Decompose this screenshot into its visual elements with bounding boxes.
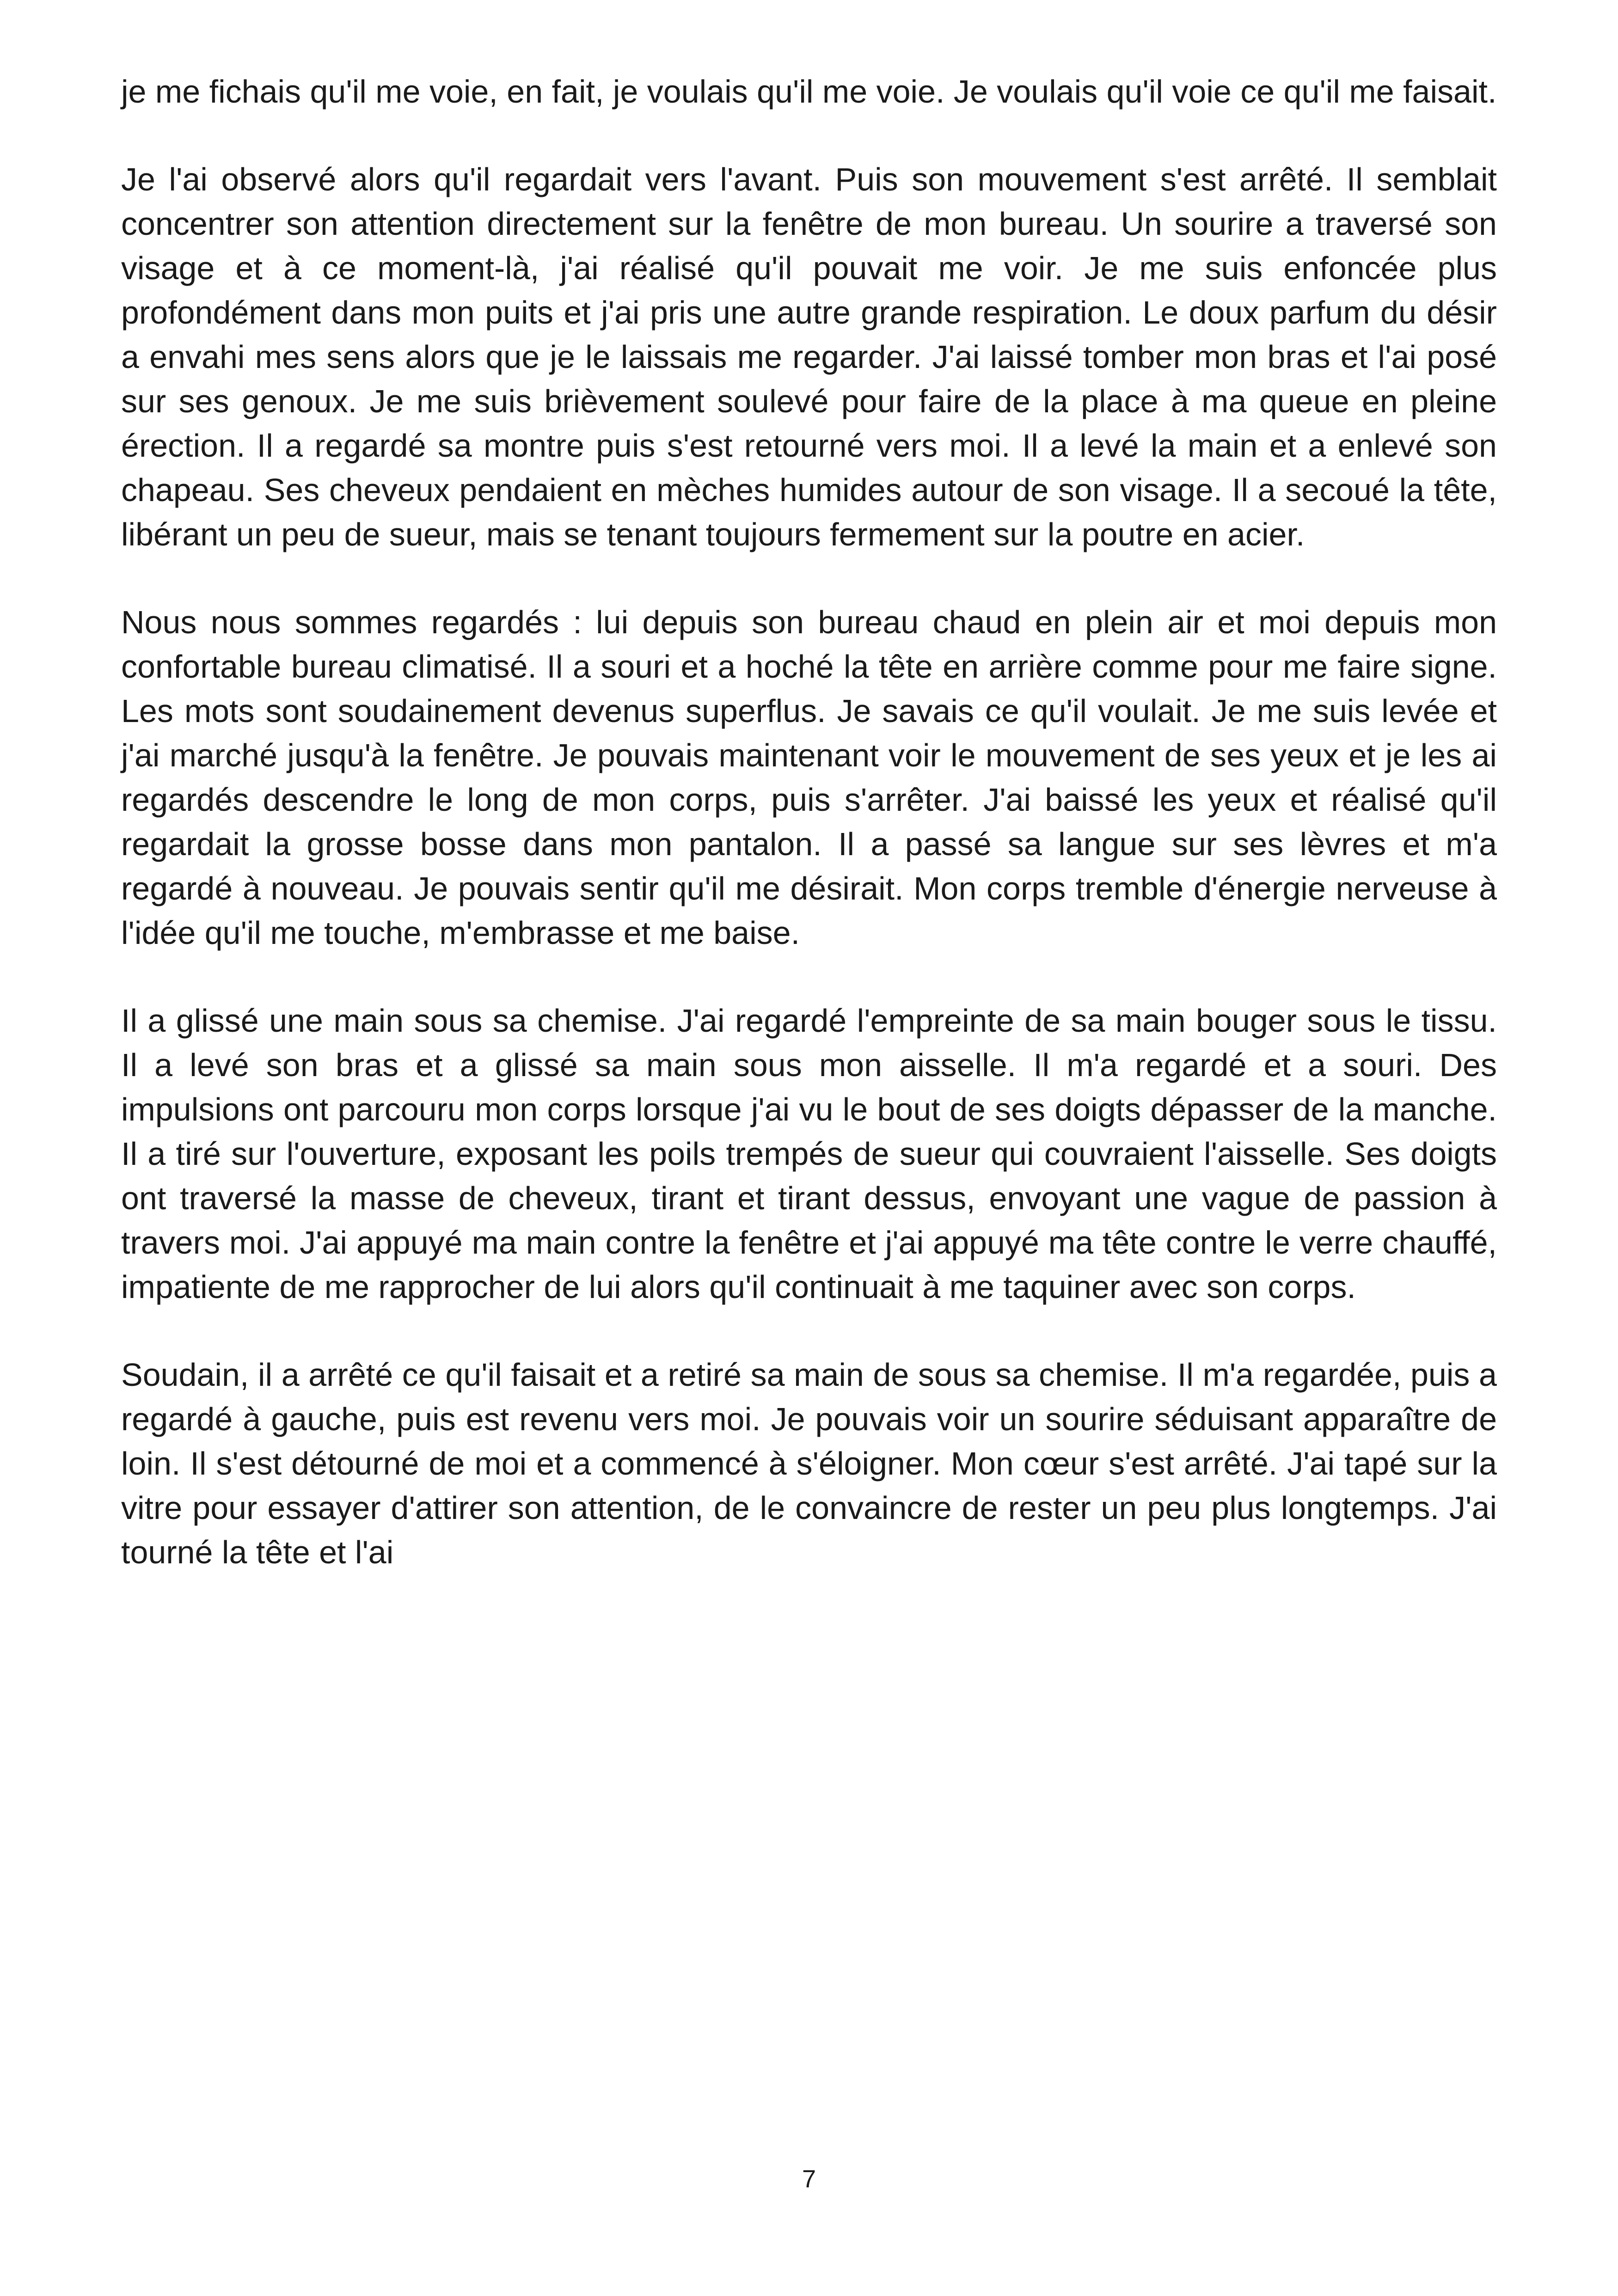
paragraph-5: Soudain, il a arrêté ce qu'il faisait et a retiré sa main de sous sa chemise. Il m'a regardée, puis a regardé à gauche, puis est revenu vers moi. Je pouvais voir un sourire séduisant apparaître de loin. Il s'est détourné de moi et a commencé à s'éloigner. Mon cœur s'est arrêté. J'ai tapé sur la vitre pour essayer d'attirer son attention, de le convaincre de rester un peu plus longtemps. J'ai tourné la tête et l'ai <box>121 1357 1497 1570</box>
page-number: 7 <box>802 2165 816 2193</box>
paragraph-2: Je l'ai observé alors qu'il regardait vers l'avant. Puis son mouvement s'est arrêté. Il semblait concentrer son attention directement sur la fenêtre de mon bureau. Un sourire a traversé son visage et à ce moment-là, j'ai réalisé qu'il pouvait me voir. Je me suis enfoncée plus profondément dans mon puits et j'ai pris une autre grande respiration. Le doux parfum du désir a envahi mes sens alors que je le laissais me regarder. J'ai laissé tomber mon bras et l'ai posé sur ses genoux. Je me suis brièvement soulevé pour faire de la place à ma queue en pleine érection. Il a regardé sa montre puis s'est retourné vers moi. Il a levé la main et a enlevé son chapeau. Ses cheveux pendaient en mèches humides autour de son visage. Il a secoué la tête, libérant un peu de sueur, mais se tenant toujours fermement sur la poutre en acier. <box>121 161 1497 552</box>
paragraph-4: Il a glissé une main sous sa chemise. J'ai regardé l'empreinte de sa main bouger sous le tissu. Il a levé son bras et a glissé sa main sous mon aisselle. Il m'a regardé et a souri. Des impulsions ont parcouru mon corps lorsque j'ai vu le bout de ses doigts dépasser de la manche. Il a tiré sur l'ouverture, exposant les poils trempés de sueur qui couvraient l'aisselle. Ses doigts ont traversé la masse de cheveux, tirant et tirant dessus, envoyant une vague de passion à travers moi. J'ai appuyé ma main contre la fenêtre et j'ai appuyé ma tête contre le verre chauffé, impatiente de me rapprocher de lui alors qu'il continuait à me taquiner avec son corps. <box>121 1003 1497 1305</box>
paragraph-1: je me fichais qu'il me voie, en fait, je voulais qu'il me voie. Je voulais qu'il voie ce qu'il me faisait. <box>121 73 1497 110</box>
paragraph-3: Nous nous sommes regardés : lui depuis son bureau chaud en plein air et moi depuis mon confortable bureau climatisé. Il a souri et a hoché la tête en arrière comme pour me faire signe. Les mots sont soudainement devenus superflus. Je savais ce qu'il voulait. Je me suis levée et j'ai marché jusqu'à la fenêtre. Je pouvais maintenant voir le mouvement de ses yeux et je les ai regardés descendre le long de mon corps, puis s'arrêter. J'ai baissé les yeux et réalisé qu'il regardait la grosse bosse dans mon pantalon. Il a passé sa langue sur ses lèvres et m'a regardé à nouveau. Je pouvais sentir qu'il me désirait. Mon corps tremble d'énergie nerveuse à l'idée qu'il me touche, m'embrasse et me baise. <box>121 604 1497 951</box>
body-text <box>121 69 1497 1574</box>
